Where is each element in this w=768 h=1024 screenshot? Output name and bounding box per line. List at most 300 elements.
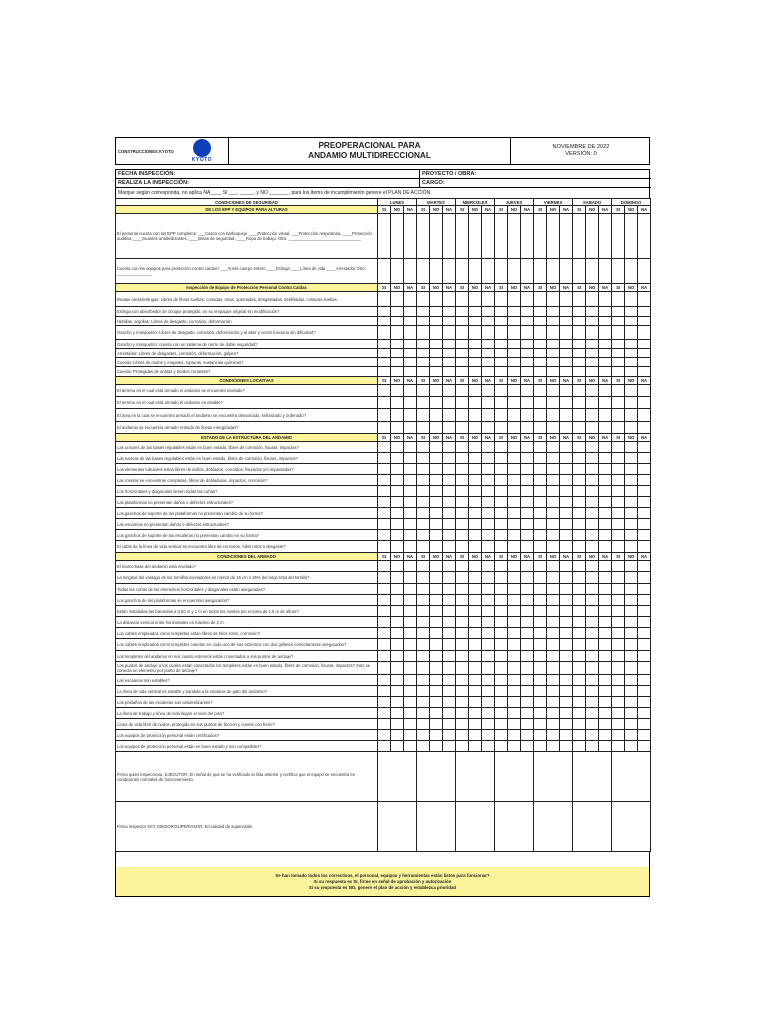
answer-cell[interactable] [625,486,638,497]
answer-cell[interactable] [599,317,612,326]
answer-cell[interactable] [534,367,547,377]
answer-cell[interactable] [456,508,469,519]
answer-cell[interactable] [417,651,430,662]
answer-cell[interactable] [482,497,495,508]
answer-cell[interactable] [599,497,612,508]
answer-cell[interactable] [443,697,456,708]
answer-cell[interactable] [612,340,625,349]
answer-cell[interactable] [456,349,469,358]
answer-cell[interactable] [521,453,534,464]
answer-cell[interactable] [560,697,573,708]
answer-cell[interactable] [430,541,443,553]
answer-cell[interactable] [560,349,573,358]
answer-cell[interactable] [404,358,417,367]
answer-cell[interactable] [391,686,404,697]
answer-cell[interactable] [547,475,560,486]
answer-cell[interactable] [482,530,495,541]
answer-cell[interactable] [378,497,391,508]
answer-cell[interactable] [391,519,404,530]
answer-cell[interactable] [560,572,573,584]
answer-cell[interactable] [430,292,443,307]
answer-cell[interactable] [417,639,430,651]
answer-cell[interactable] [456,530,469,541]
answer-cell[interactable] [625,675,638,686]
answer-cell[interactable] [560,584,573,595]
answer-cell[interactable] [547,214,560,259]
answer-cell[interactable] [612,628,625,639]
answer-cell[interactable] [625,697,638,708]
answer-cell[interactable] [391,367,404,377]
answer-cell[interactable] [625,584,638,595]
answer-cell[interactable] [521,508,534,519]
answer-cell[interactable] [560,541,573,553]
answer-cell[interactable] [495,617,508,628]
answer-cell[interactable] [599,453,612,464]
answer-cell[interactable] [521,719,534,730]
answer-cell[interactable] [378,519,391,530]
answer-cell[interactable] [495,508,508,519]
answer-cell[interactable] [573,475,586,486]
answer-cell[interactable] [560,340,573,349]
answer-cell[interactable] [378,292,391,307]
answer-cell[interactable] [378,326,391,340]
answer-cell[interactable] [508,730,521,741]
answer-cell[interactable] [404,453,417,464]
answer-cell[interactable] [573,453,586,464]
answer-cell[interactable] [404,741,417,752]
answer-cell[interactable] [508,651,521,662]
answer-cell[interactable] [469,508,482,519]
answer-cell[interactable] [417,508,430,519]
answer-cell[interactable] [638,708,651,719]
answer-cell[interactable] [443,708,456,719]
answer-cell[interactable] [417,708,430,719]
answer-cell[interactable] [469,561,482,572]
answer-cell[interactable] [534,453,547,464]
answer-cell[interactable] [456,651,469,662]
answer-cell[interactable] [482,639,495,651]
answer-cell[interactable] [430,422,443,434]
answer-cell[interactable] [586,214,599,259]
answer-cell[interactable] [586,317,599,326]
answer-cell[interactable] [508,317,521,326]
answer-cell[interactable] [560,741,573,752]
answer-cell[interactable] [456,358,469,367]
answer-cell[interactable] [560,442,573,453]
answer-cell[interactable] [417,214,430,259]
answer-cell[interactable] [625,639,638,651]
answer-cell[interactable] [495,741,508,752]
answer-cell[interactable] [599,675,612,686]
answer-cell[interactable] [508,340,521,349]
answer-cell[interactable] [404,307,417,317]
answer-cell[interactable] [521,317,534,326]
answer-cell[interactable] [599,326,612,340]
answer-cell[interactable] [391,651,404,662]
answer-cell[interactable] [638,595,651,606]
answer-cell[interactable] [430,651,443,662]
answer-cell[interactable] [586,367,599,377]
answer-cell[interactable] [404,686,417,697]
answer-cell[interactable] [443,340,456,349]
answer-cell[interactable] [638,358,651,367]
signature-cell-domingo[interactable] [612,752,651,802]
answer-cell[interactable] [547,307,560,317]
answer-cell[interactable] [599,651,612,662]
answer-cell[interactable] [625,561,638,572]
fecha-field[interactable]: FECHA INSPECCIÓN: [116,170,420,179]
answer-cell[interactable] [547,541,560,553]
answer-cell[interactable] [456,442,469,453]
answer-cell[interactable] [599,385,612,397]
answer-cell[interactable] [430,686,443,697]
answer-cell[interactable] [599,541,612,553]
answer-cell[interactable] [404,475,417,486]
answer-cell[interactable] [599,708,612,719]
answer-cell[interactable] [495,326,508,340]
answer-cell[interactable] [534,397,547,409]
answer-cell[interactable] [456,617,469,628]
answer-cell[interactable] [391,397,404,409]
answer-cell[interactable] [573,708,586,719]
answer-cell[interactable] [638,730,651,741]
answer-cell[interactable] [612,326,625,340]
answer-cell[interactable] [612,639,625,651]
answer-cell[interactable] [404,561,417,572]
answer-cell[interactable] [625,595,638,606]
answer-cell[interactable] [378,741,391,752]
answer-cell[interactable] [547,349,560,358]
answer-cell[interactable] [573,628,586,639]
answer-cell[interactable] [482,453,495,464]
answer-cell[interactable] [573,595,586,606]
answer-cell[interactable] [508,662,521,675]
answer-cell[interactable] [599,595,612,606]
answer-cell[interactable] [482,340,495,349]
answer-cell[interactable] [560,486,573,497]
answer-cell[interactable] [469,340,482,349]
answer-cell[interactable] [521,385,534,397]
answer-cell[interactable] [391,453,404,464]
answer-cell[interactable] [508,349,521,358]
answer-cell[interactable] [586,628,599,639]
answer-cell[interactable] [378,617,391,628]
answer-cell[interactable] [404,572,417,584]
answer-cell[interactable] [638,326,651,340]
answer-cell[interactable] [534,628,547,639]
answer-cell[interactable] [495,697,508,708]
answer-cell[interactable] [521,259,534,284]
answer-cell[interactable] [612,730,625,741]
answer-cell[interactable] [521,486,534,497]
answer-cell[interactable] [599,561,612,572]
answer-cell[interactable] [638,422,651,434]
answer-cell[interactable] [495,686,508,697]
answer-cell[interactable] [469,606,482,617]
answer-cell[interactable] [625,497,638,508]
answer-cell[interactable] [495,340,508,349]
answer-cell[interactable] [430,453,443,464]
answer-cell[interactable] [625,317,638,326]
answer-cell[interactable] [560,307,573,317]
answer-cell[interactable] [625,475,638,486]
answer-cell[interactable] [443,475,456,486]
answer-cell[interactable] [560,397,573,409]
answer-cell[interactable] [560,719,573,730]
answer-cell[interactable] [469,697,482,708]
answer-cell[interactable] [586,541,599,553]
answer-cell[interactable] [391,464,404,475]
answer-cell[interactable] [612,349,625,358]
answer-cell[interactable] [378,307,391,317]
answer-cell[interactable] [573,326,586,340]
answer-cell[interactable] [404,708,417,719]
answer-cell[interactable] [521,292,534,307]
answer-cell[interactable] [508,628,521,639]
answer-cell[interactable] [638,719,651,730]
answer-cell[interactable] [482,719,495,730]
answer-cell[interactable] [495,409,508,422]
answer-cell[interactable] [430,628,443,639]
answer-cell[interactable] [599,409,612,422]
answer-cell[interactable] [469,307,482,317]
answer-cell[interactable] [495,349,508,358]
answer-cell[interactable] [391,422,404,434]
answer-cell[interactable] [495,385,508,397]
answer-cell[interactable] [560,628,573,639]
signature-cell-martes[interactable] [417,752,456,802]
answer-cell[interactable] [508,453,521,464]
answer-cell[interactable] [612,292,625,307]
answer-cell[interactable] [586,464,599,475]
answer-cell[interactable] [521,422,534,434]
answer-cell[interactable] [404,422,417,434]
answer-cell[interactable] [417,628,430,639]
answer-cell[interactable] [547,595,560,606]
answer-cell[interactable] [430,326,443,340]
answer-cell[interactable] [495,606,508,617]
answer-cell[interactable] [573,442,586,453]
answer-cell[interactable] [560,606,573,617]
answer-cell[interactable] [521,617,534,628]
answer-cell[interactable] [612,719,625,730]
answer-cell[interactable] [417,442,430,453]
answer-cell[interactable] [599,367,612,377]
signature-cell-sabado[interactable] [573,752,612,802]
answer-cell[interactable] [443,409,456,422]
answer-cell[interactable] [417,453,430,464]
answer-cell[interactable] [443,259,456,284]
answer-cell[interactable] [534,326,547,340]
answer-cell[interactable] [625,385,638,397]
answer-cell[interactable] [586,307,599,317]
answer-cell[interactable] [547,686,560,697]
answer-cell[interactable] [586,675,599,686]
answer-cell[interactable] [456,367,469,377]
answer-cell[interactable] [508,307,521,317]
answer-cell[interactable] [378,662,391,675]
answer-cell[interactable] [378,730,391,741]
answer-cell[interactable] [417,497,430,508]
answer-cell[interactable] [482,397,495,409]
answer-cell[interactable] [430,340,443,349]
signature-cell-sabado[interactable] [573,802,612,852]
answer-cell[interactable] [586,358,599,367]
answer-cell[interactable] [417,358,430,367]
answer-cell[interactable] [508,464,521,475]
answer-cell[interactable] [378,561,391,572]
answer-cell[interactable] [573,697,586,708]
answer-cell[interactable] [404,584,417,595]
answer-cell[interactable] [521,519,534,530]
answer-cell[interactable] [586,530,599,541]
answer-cell[interactable] [547,367,560,377]
answer-cell[interactable] [391,497,404,508]
answer-cell[interactable] [495,453,508,464]
answer-cell[interactable] [443,572,456,584]
answer-cell[interactable] [417,595,430,606]
answer-cell[interactable] [482,572,495,584]
answer-cell[interactable] [378,317,391,326]
answer-cell[interactable] [573,561,586,572]
answer-cell[interactable] [638,651,651,662]
answer-cell[interactable] [612,541,625,553]
answer-cell[interactable] [586,326,599,340]
answer-cell[interactable] [586,730,599,741]
answer-cell[interactable] [430,508,443,519]
answer-cell[interactable] [586,595,599,606]
answer-cell[interactable] [560,530,573,541]
answer-cell[interactable] [495,561,508,572]
signature-cell-martes[interactable] [417,802,456,852]
answer-cell[interactable] [573,662,586,675]
answer-cell[interactable] [599,292,612,307]
answer-cell[interactable] [443,639,456,651]
answer-cell[interactable] [625,508,638,519]
answer-cell[interactable] [534,639,547,651]
answer-cell[interactable] [638,628,651,639]
answer-cell[interactable] [443,606,456,617]
answer-cell[interactable] [482,409,495,422]
answer-cell[interactable] [534,708,547,719]
answer-cell[interactable] [638,497,651,508]
answer-cell[interactable] [521,662,534,675]
answer-cell[interactable] [547,486,560,497]
answer-cell[interactable] [417,561,430,572]
proyecto-field[interactable]: PROYECTO / OBRA: [420,170,651,179]
answer-cell[interactable] [586,385,599,397]
answer-cell[interactable] [521,340,534,349]
signature-cell-miercoles[interactable] [456,752,495,802]
answer-cell[interactable] [560,475,573,486]
answer-cell[interactable] [625,541,638,553]
answer-cell[interactable] [469,497,482,508]
answer-cell[interactable] [378,475,391,486]
answer-cell[interactable] [443,561,456,572]
answer-cell[interactable] [599,422,612,434]
answer-cell[interactable] [417,519,430,530]
answer-cell[interactable] [521,397,534,409]
answer-cell[interactable] [547,730,560,741]
answer-cell[interactable] [469,442,482,453]
answer-cell[interactable] [430,497,443,508]
answer-cell[interactable] [534,662,547,675]
answer-cell[interactable] [469,541,482,553]
answer-cell[interactable] [625,307,638,317]
answer-cell[interactable] [495,662,508,675]
answer-cell[interactable] [573,741,586,752]
answer-cell[interactable] [482,385,495,397]
answer-cell[interactable] [612,662,625,675]
answer-cell[interactable] [638,317,651,326]
answer-cell[interactable] [599,307,612,317]
answer-cell[interactable] [378,214,391,259]
answer-cell[interactable] [482,628,495,639]
answer-cell[interactable] [417,292,430,307]
answer-cell[interactable] [378,606,391,617]
answer-cell[interactable] [521,708,534,719]
answer-cell[interactable] [391,508,404,519]
answer-cell[interactable] [430,639,443,651]
answer-cell[interactable] [625,617,638,628]
answer-cell[interactable] [391,340,404,349]
answer-cell[interactable] [482,541,495,553]
answer-cell[interactable] [547,675,560,686]
answer-cell[interactable] [443,326,456,340]
answer-cell[interactable] [469,259,482,284]
answer-cell[interactable] [391,719,404,730]
answer-cell[interactable] [547,561,560,572]
answer-cell[interactable] [443,617,456,628]
answer-cell[interactable] [482,686,495,697]
answer-cell[interactable] [625,741,638,752]
answer-cell[interactable] [612,708,625,719]
answer-cell[interactable] [638,508,651,519]
answer-cell[interactable] [612,358,625,367]
answer-cell[interactable] [430,307,443,317]
answer-cell[interactable] [430,464,443,475]
answer-cell[interactable] [521,651,534,662]
answer-cell[interactable] [534,409,547,422]
answer-cell[interactable] [638,397,651,409]
answer-cell[interactable] [469,662,482,675]
answer-cell[interactable] [443,292,456,307]
answer-cell[interactable] [560,453,573,464]
answer-cell[interactable] [521,358,534,367]
answer-cell[interactable] [430,606,443,617]
answer-cell[interactable] [417,464,430,475]
answer-cell[interactable] [612,741,625,752]
answer-cell[interactable] [482,651,495,662]
answer-cell[interactable] [378,349,391,358]
answer-cell[interactable] [547,497,560,508]
answer-cell[interactable] [404,385,417,397]
answer-cell[interactable] [378,259,391,284]
answer-cell[interactable] [599,617,612,628]
answer-cell[interactable] [404,497,417,508]
answer-cell[interactable] [612,442,625,453]
answer-cell[interactable] [586,486,599,497]
answer-cell[interactable] [417,475,430,486]
answer-cell[interactable] [482,595,495,606]
answer-cell[interactable] [391,409,404,422]
answer-cell[interactable] [417,326,430,340]
answer-cell[interactable] [638,572,651,584]
answer-cell[interactable] [599,486,612,497]
answer-cell[interactable] [521,561,534,572]
answer-cell[interactable] [573,464,586,475]
answer-cell[interactable] [599,584,612,595]
